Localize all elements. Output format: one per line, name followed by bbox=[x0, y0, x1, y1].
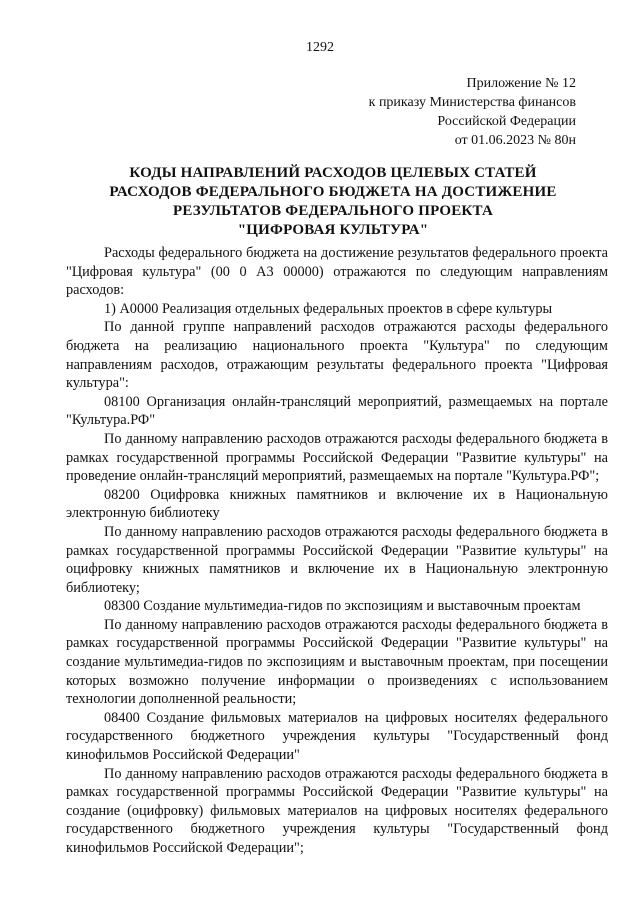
title-line: "ЦИФРОВАЯ КУЛЬТУРА" bbox=[237, 222, 429, 238]
paragraph: 08300 Создание мультимедиа-гидов по экспозициям и выставочным проектам bbox=[104, 598, 581, 615]
title-line: РЕЗУЛЬТАТОВ ФЕДЕРАЛЬНОГО ПРОЕКТА bbox=[173, 203, 493, 219]
appendix-line: Российской Федерации bbox=[437, 114, 576, 129]
page-number: 1292 bbox=[306, 40, 334, 55]
paragraph: По данному направлению расходов отражаются расходы федерального бюджета в рамках государственной программы Российской Федерации "Развитие культуры" на создание мультимедиа-гидов по экспозициям и выставочным проектам, при посещении которых возможно получение информации о произведениях с использованием технологии дополненной реальности; bbox=[66, 616, 608, 708]
document-title bbox=[66, 164, 600, 240]
paragraph: По данному направлению расходов отражаются расходы федерального бюджета в рамках государственной программы Российской Федерации "Развитие культуры" на оцифровку книжных памятников и включение их в Национальную электронную библиотеку; bbox=[66, 523, 608, 596]
paragraph: 08400 Создание фильмовых материалов на цифровых носителях федерального государственного бюджетного учреждения культуры "Государственный фонд кинофильмов Российской Федерации" bbox=[66, 709, 608, 764]
paragraph: 08100 Организация онлайн-трансляций мероприятий, размещаемых на портале "Культура.РФ" bbox=[66, 393, 608, 429]
appendix-line: от 01.06.2023 № 80н bbox=[454, 133, 576, 148]
appendix-line: Приложение № 12 bbox=[466, 76, 576, 91]
document-body bbox=[66, 244, 608, 858]
appendix-line: к приказу Министерства финансов bbox=[368, 95, 576, 110]
title-line: КОДЫ НАПРАВЛЕНИЙ РАСХОДОВ ЦЕЛЕВЫХ СТАТЕЙ bbox=[129, 165, 537, 181]
paragraph: Расходы федерального бюджета на достижение результатов федерального проекта "Цифровая культура" (00 0 А3 00000) отражаются по следующим направлениям расходов: bbox=[66, 245, 608, 299]
title-line: РАСХОДОВ ФЕДЕРАЛЬНОГО БЮДЖЕТА НА ДОСТИЖЕНИЕ bbox=[109, 184, 557, 200]
paragraph: 1) А0000 Реализация отдельных федеральных проектов в сфере культуры bbox=[104, 300, 553, 317]
paragraph: По данному направлению расходов отражаются расходы федерального бюджета в рамках государственной программы Российской Федерации "Развитие культуры" на проведение онлайн-трансляций мероприятий, размещаемых на портале "Культура.РФ"; bbox=[66, 430, 608, 485]
paragraph: 08200 Оцифровка книжных памятников и включение их в Национальную электронную библиотеку bbox=[66, 486, 608, 522]
paragraph: По данному направлению расходов отражаются расходы федерального бюджета в рамках государственной программы Российской Федерации "Развитие культуры" на создание (оцифровку) фильмовых материалов на цифровых носителях федерального государственного бюджетного учреждения культуры "Государственный фонд кинофильмов Российской Федерации"; bbox=[66, 765, 608, 856]
appendix-block bbox=[369, 74, 576, 150]
paragraph: По данной группе направлений расходов отражаются расходы федерального бюджета на реализацию национального проекта "Культура" по следующим направлениям расходов, отражающим результаты федерального проекта "Цифровая культура": bbox=[66, 319, 608, 392]
